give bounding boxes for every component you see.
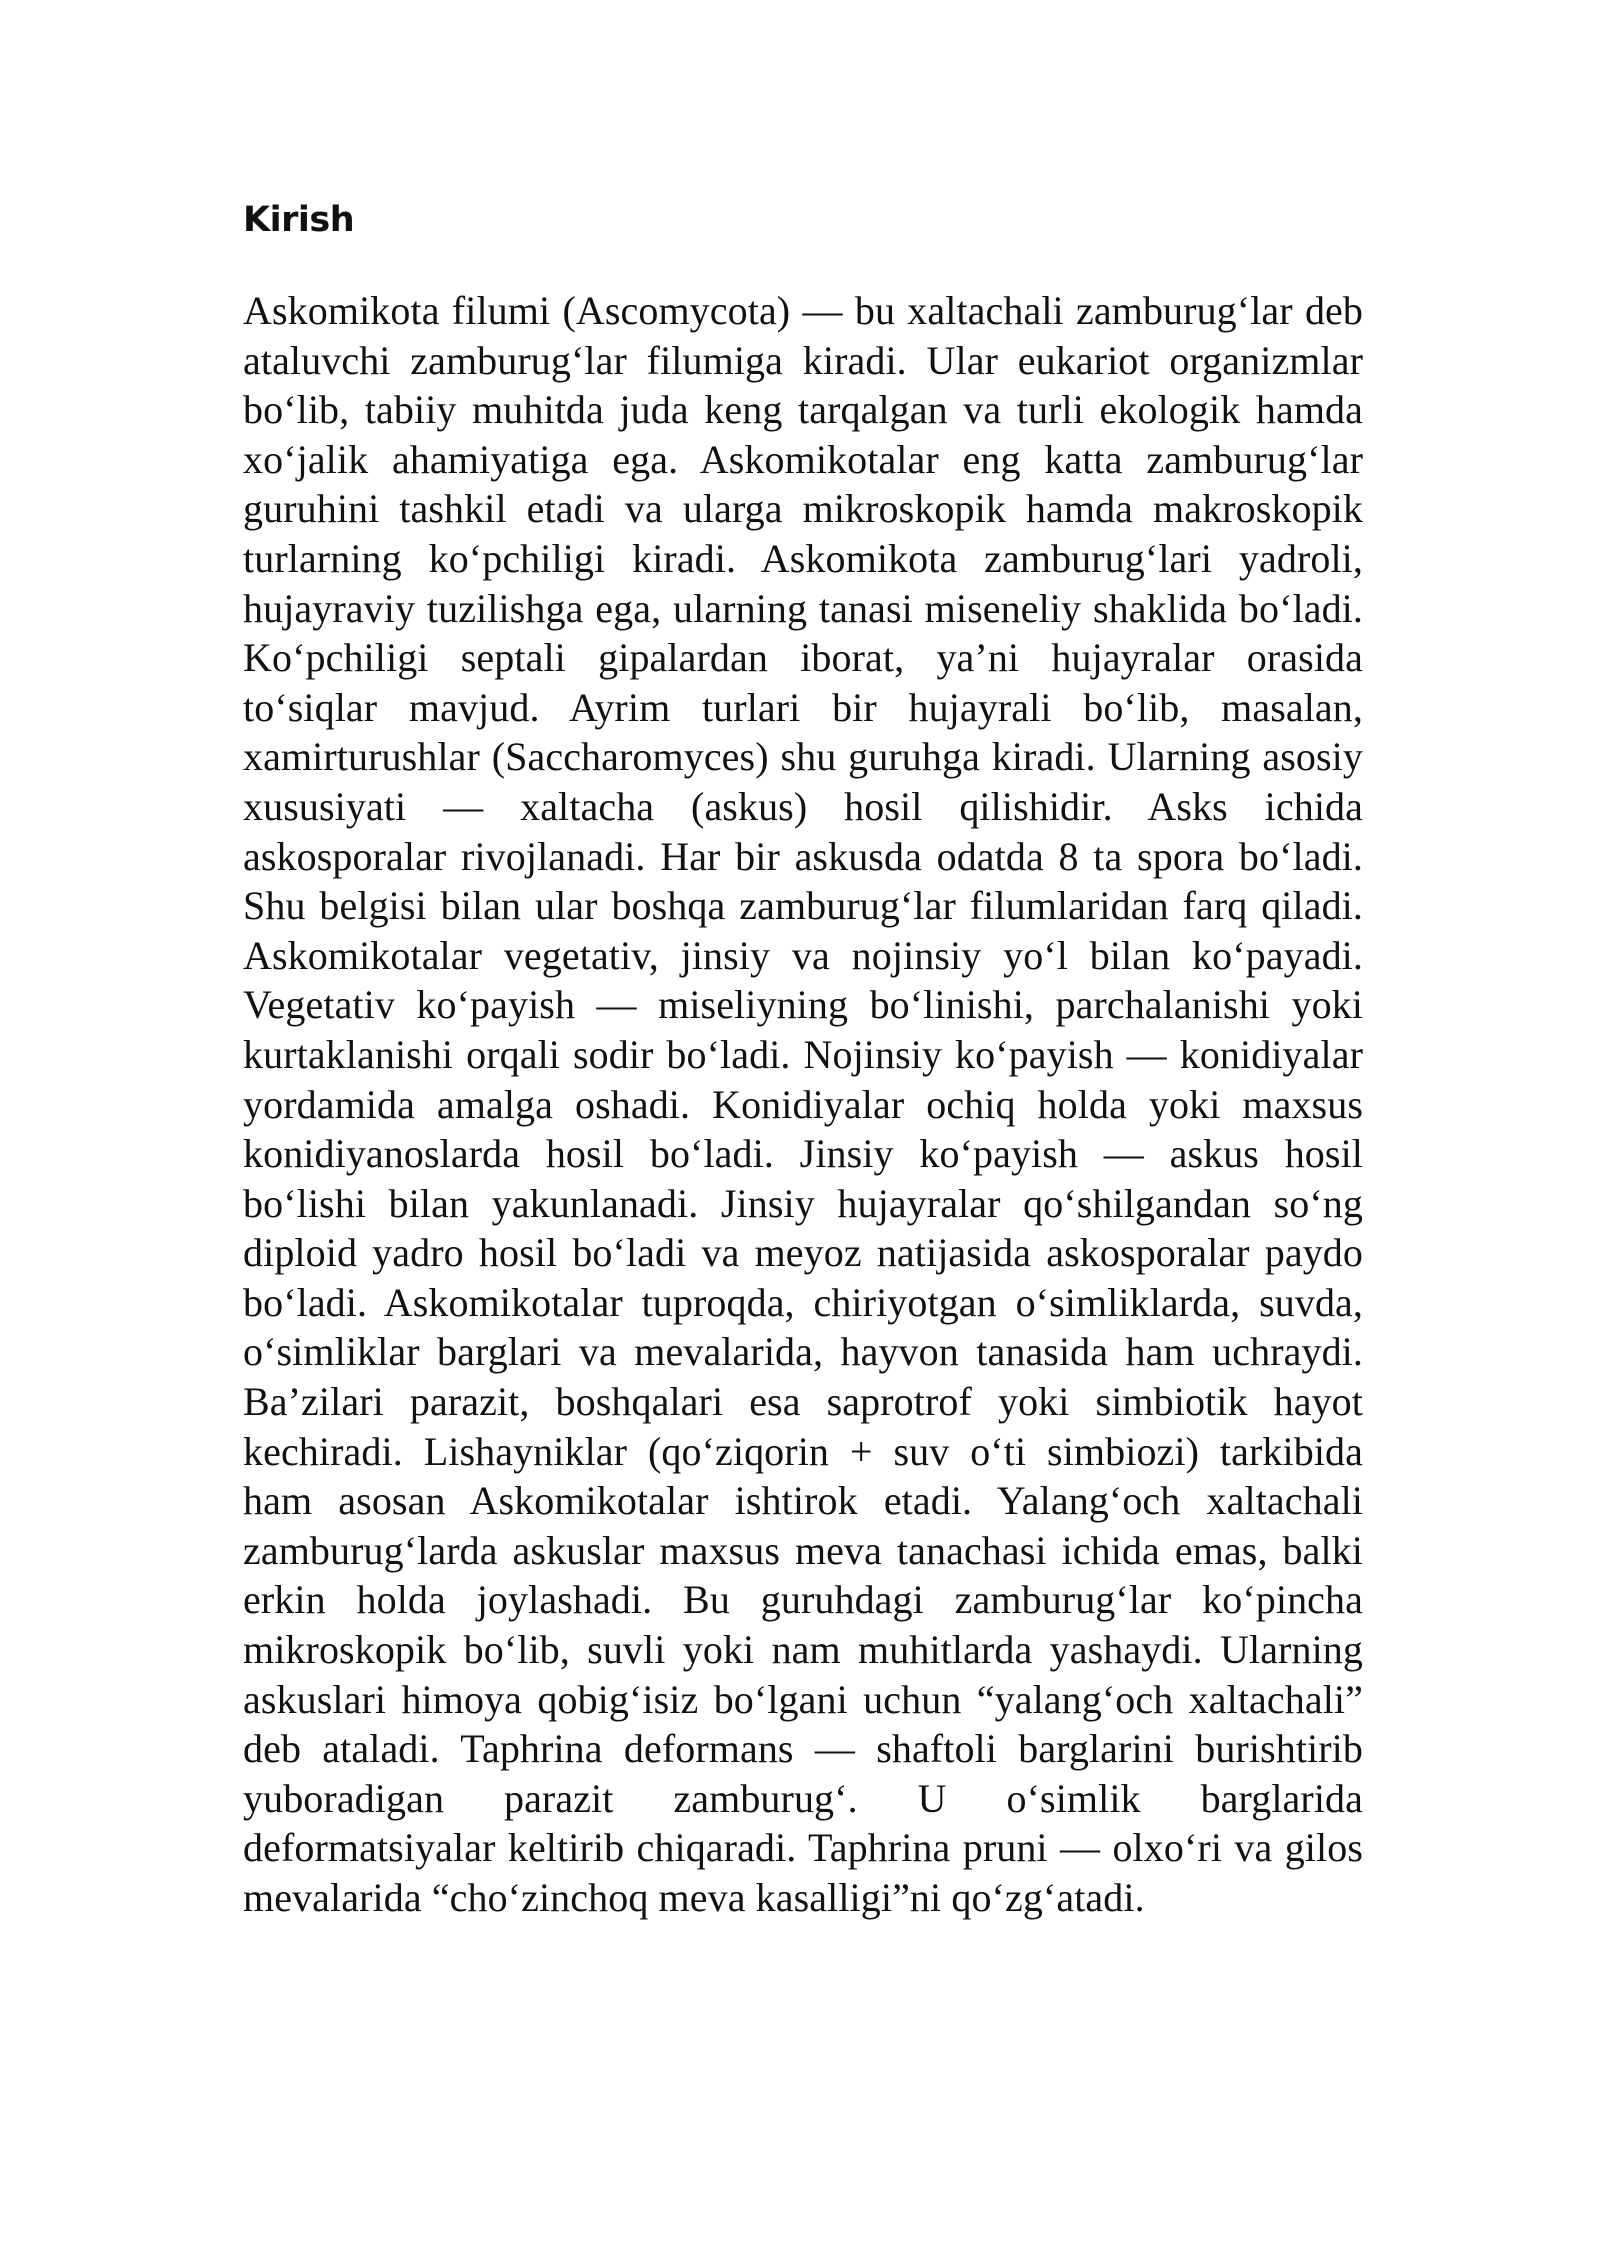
body-paragraph: Askomikota filumi (Ascomycota) — bu xaltachali zamburug‘lar deb ataluvchi zamburug‘lar filumiga kiradi. Ular eukariot organizmlar bo‘lib, tabiiy muhitda juda keng tarqalgan va turli ekologik hamda xo‘jalik ahamiyatiga ega. Askomikotalar eng katta zamburug‘lar guruhini tashkil etadi va ularga mikroskopik hamda makroskopik turlarning ko‘pchiligi kiradi. Askomikota zamburug‘lari yadroli, hujayraviy tuzilishga ega, ularning tanasi miseneliy shaklida bo‘ladi. Ko‘pchiligi septali gipalardan iborat, ya’ni hujayralar orasida to‘siqlar mavjud. Ayrim turlari bir hujayrali bo‘lib, masalan, xamirturushlar (Saccharomyces) shu guruhga kiradi. Ularning asosiy xususiyati — xaltacha (askus) hosil qilishidir. Asks ichida askosporalar rivojlanadi. Har bir askusda odatda 8 ta spora bo‘ladi. Shu belgisi bilan ular boshqa zamburug‘lar filumlaridan farq qiladi. Askomikotalar vegetativ, jinsiy va nojinsiy yo‘l bilan ko‘payadi. Vegetativ ko‘payish — miseliyning bo‘linishi, parchalanishi yoki kurtaklanishi orqali sodir bo‘ladi. Nojinsiy ko‘payish — konidiyalar yordamida amalga oshadi. Konidiyalar ochiq holda yoki maxsus konidiyanoslarda hosil bo‘ladi. Jinsiy ko‘payish — askus hosil bo‘lishi bilan yakunlanadi. Jinsiy hujayralar qo‘shilgandan so‘ng diploid yadro hosil bo‘ladi va meyoz natijasida askosporalar paydo bo‘ladi. Askomikotalar tuproqda, chiriyotgan o‘simliklarda, suvda, o‘simliklar barglari va mevalarida, hayvon tanasida ham uchraydi. Ba’zilari parazit, boshqalari esa saprotrof yoki simbiotik hayot kechiradi. Lishayniklar (qo‘ziqorin + suv o‘ti simbiozi) tarkibida ham asosan Askomikotalar ishtirok etadi. Yalang‘och xaltachali zamburug‘larda askuslar maxsus meva tanachasi ichida emas, balki erkin holda joylashadi. Bu guruhdagi zamburug‘lar ko‘pincha mikroskopik bo‘lib, suvli yoki nam muhitlarda yashaydi. Ularning askuslari himoya qobig‘isiz bo‘lgani uchun “yalang‘och xaltachali” deb ataladi. Taphrina deformans — shaftoli barglarini burishtirib yuboradigan parazit zamburug‘. U o‘simlik barglarida deformatsiyalar keltirib chiqaradi. Taphrina pruni — olxo‘ri va gilos mevalarida “cho‘zinchoq meva kasalligi”ni qo‘zg‘atadi.: [243, 288, 1363, 1920]
section-heading: Kirish: [243, 200, 355, 240]
